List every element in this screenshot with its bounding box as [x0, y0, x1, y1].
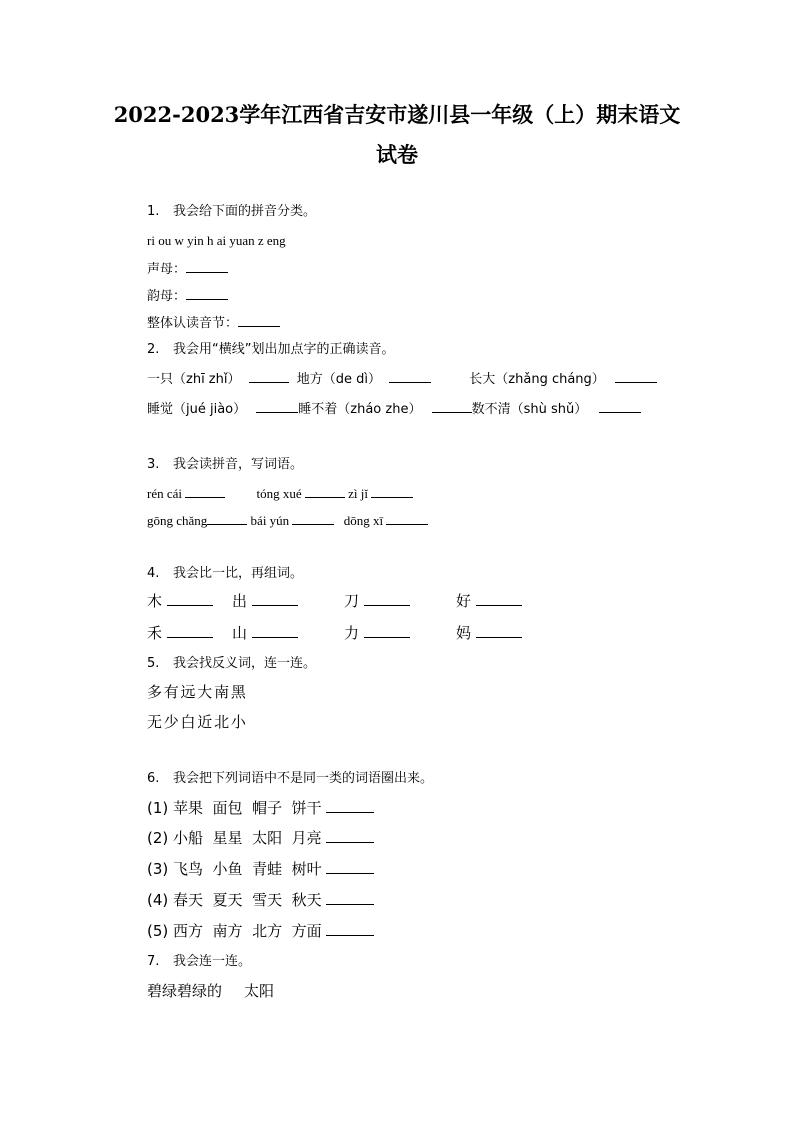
- answer-blank[interactable]: [599, 399, 641, 413]
- q7-row-1: 碧绿碧绿的 太阳: [147, 982, 275, 1000]
- answer-blank[interactable]: [167, 592, 213, 606]
- q1-pinyin: ri ou w yin h ai yuan z eng: [147, 233, 286, 248]
- answer-blank[interactable]: [326, 799, 374, 813]
- answer-blank[interactable]: [364, 592, 410, 606]
- q1-zhengti: 整体认读音节：: [147, 313, 280, 333]
- answer-blank[interactable]: [186, 286, 228, 300]
- answer-blank[interactable]: [326, 829, 374, 843]
- q4-row-1: 木 出 刀 好: [147, 592, 522, 610]
- q3-heading: 3. 我会读拼音，写词语。: [147, 457, 304, 472]
- answer-blank[interactable]: [305, 484, 345, 498]
- answer-blank[interactable]: [386, 511, 428, 525]
- q3-row-1: rén cái tóng xué zì jǐ: [147, 484, 413, 503]
- answer-blank[interactable]: [252, 592, 298, 606]
- answer-blank[interactable]: [476, 592, 522, 606]
- answer-blank[interactable]: [364, 624, 410, 638]
- title-line-2: 试卷: [376, 142, 418, 167]
- q7-heading: 7. 我会连一连。: [147, 954, 252, 969]
- q6-item-1: (1) 苹果 面包 帽子 饼干: [147, 799, 374, 817]
- q6-item-5: (5) 西方 南方 北方 方面: [147, 922, 374, 940]
- answer-blank[interactable]: [432, 399, 472, 413]
- q4-row-2: 禾 山 力 妈: [147, 624, 522, 642]
- q1-yunmu: 韵母：: [147, 286, 228, 306]
- answer-blank[interactable]: [167, 624, 213, 638]
- answer-blank[interactable]: [326, 860, 374, 874]
- answer-blank[interactable]: [185, 484, 225, 498]
- q4-heading: 4. 我会比一比，再组词。: [147, 566, 304, 581]
- answer-blank[interactable]: [371, 484, 413, 498]
- answer-blank[interactable]: [615, 369, 657, 383]
- answer-blank[interactable]: [249, 369, 289, 383]
- q1-shengmu: 声母：: [147, 259, 228, 279]
- q5-row-1: 多 有 远 大 南 黑: [147, 683, 246, 701]
- q2-row-2: 睡觉（jué jiào） 睡不着（zháo zhe） 数不清（shù shǔ）: [147, 399, 641, 419]
- q6-item-3: (3) 飞鸟 小鱼 青蛙 树叶: [147, 860, 374, 878]
- answer-blank[interactable]: [389, 369, 431, 383]
- q3-row-2: gōng chǎng bái yún dōng xī: [147, 511, 428, 530]
- q1-heading: 1. 我会给下面的拼音分类。: [147, 204, 317, 219]
- answer-blank[interactable]: [326, 891, 374, 905]
- q6-item-2: (2) 小船 星星 太阳 月亮: [147, 829, 374, 847]
- q5-row-2: 无 少 白 近 北 小: [147, 713, 246, 731]
- q5-heading: 5. 我会找反义词，连一连。: [147, 656, 317, 671]
- answer-blank[interactable]: [326, 922, 374, 936]
- answer-blank[interactable]: [207, 511, 247, 525]
- q6-item-4: (4) 春天 夏天 雪天 秋天: [147, 891, 374, 909]
- answer-blank[interactable]: [476, 624, 522, 638]
- answer-blank[interactable]: [292, 511, 334, 525]
- q2-heading: 2. 我会用“横线”划出加点字的正确读音。: [147, 342, 395, 357]
- q2-row-1: 一只（zhī zhǐ） 地方（de dì） 长大（zhǎng cháng）: [147, 369, 657, 389]
- answer-blank[interactable]: [186, 259, 228, 273]
- q6-heading: 6. 我会把下列词语中不是同一类的词语圈出来。: [147, 771, 434, 786]
- title-line-1: 2022-2023学年江西省吉安市遂川县一年级（上）期末语文: [113, 102, 681, 127]
- answer-blank[interactable]: [238, 313, 280, 327]
- answer-blank[interactable]: [256, 399, 298, 413]
- answer-blank[interactable]: [252, 624, 298, 638]
